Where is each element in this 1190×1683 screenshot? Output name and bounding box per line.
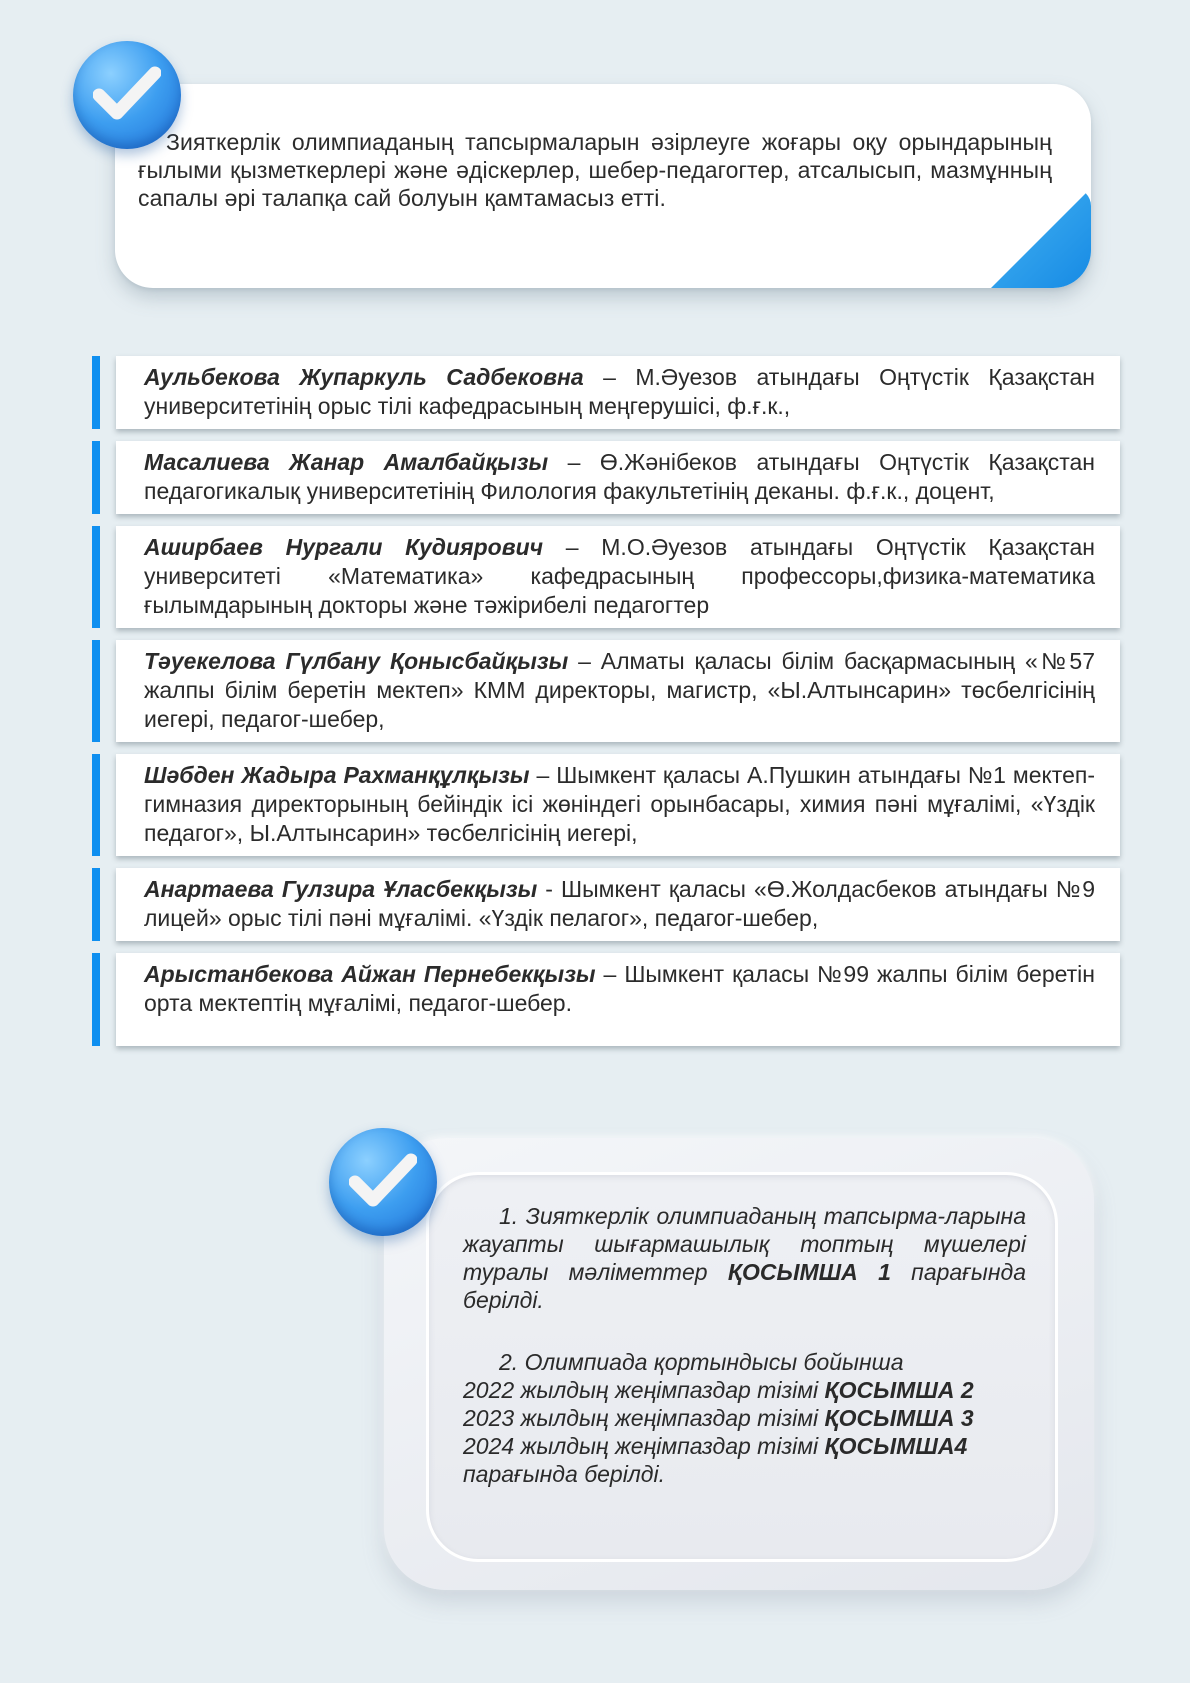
member-card [116,640,1120,742]
member-name: Тәуекелова Гүлбану Қонысбайқызы [144,648,569,674]
member-description: – Алматы қаласы білім басқармасының «№57 жалпы білім беретін мектеп» КММ директоры, магистр, «Ы.Алтынсарин» төсбелгісінің иегері, педагог-шебер, [144,648,1095,732]
note-p1-text: 1. Зияткерлік олимпиаданың тапсырма-ларына жауапты шығармашылық топтың мүшелері туралы мәліметтер [463,1203,1026,1285]
member-name: Масалиева Жанар Амалбайқызы [144,449,549,475]
check-badge-icon [73,41,181,149]
check-badge-icon [329,1128,437,1236]
member-name: Анартаева Гулзира Ұласбекқызы [144,876,538,902]
member-name: Шәбден Жадыра Рахманқұлқызы [144,762,530,788]
note-paragraph-1 [463,1202,1026,1314]
member-item [92,640,1120,742]
member-card [116,953,1120,1046]
member-item [92,356,1120,429]
member-item [92,441,1120,514]
member-item [92,868,1120,941]
member-accent-bar [92,526,100,628]
member-description: – Шымкент қаласы №99 жалпы білім беретін орта мектептің мұғалімі, педагог-шебер. [144,961,1095,1016]
member-accent-bar [92,868,100,941]
appendix-1-label: ҚОСЫМША 1 [727,1259,891,1285]
member-description: – Ө.Жәнібеков атындағы Оңтүстік Қазақстан педагогикалық университетінің Филология факультетінің деканы. ф.ғ.к., доцент, [144,449,1095,504]
appendix-label: ҚОСЫМША 2 [824,1377,974,1403]
member-item [92,754,1120,856]
member-accent-bar [92,441,100,514]
member-card [116,754,1120,856]
member-card [116,526,1120,628]
member-item [92,953,1120,1046]
member-accent-bar [92,356,100,429]
note-paragraph-2-heading: 2. Олимпиада қортындысы бойынша [499,1349,904,1375]
checkmark-icon [349,1150,417,1210]
member-card [116,441,1120,514]
winners-row-text: 2024 жылдың жеңімпаздар тізімі [463,1433,825,1459]
winners-row-text: 2022 жылдың жеңімпаздар тізімі [463,1377,825,1403]
member-accent-bar [92,953,100,1046]
intro-text: Зияткерлік олимпиаданың тапсырмаларын әзірлеуге жоғары оқу орындарының ғылыми қызметкерлері және әдіскерлер, шебер-педагогтер, атсалысып, мазмұнның сапалы әрі талапқа сай болуын қамтамасыз етті. [138,129,1052,211]
note-text [463,1202,1026,1488]
checkmark-icon [93,63,161,123]
member-card [116,356,1120,429]
member-name: Аульбекова Жупаркуль Садбековна [144,364,584,390]
member-description: – Шымкент қаласы А.Пушкин атындағы №1 мектеп-гимназия директорының бейіндік ісі жөніндегі орынбасары, химия пәні мұғалімі, «Үздік педагог», Ы.Алтынсарин» төсбелгісінің иегері, [144,762,1095,846]
member-description: – М.Әуезов атындағы Оңтүстік Қазақстан университетінің орыс тілі кафедрасының меңгерушісі, ф.ғ.к., [144,364,1095,419]
winners-row [463,1432,1026,1460]
member-card [116,868,1120,941]
member-name: Аширбаев Нургали Кудиярович [144,534,544,560]
winners-row [463,1404,1026,1432]
member-description: – М.О.Әуезов атындағы Оңтүстік Қазақстан университеті «Математика» кафедрасының профессоры,физика-математика ғылымдарының докторы және тәжірибелі педагогтер [144,534,1095,618]
appendix-label: ҚОСЫМША4 [824,1433,968,1459]
member-name: Арыстанбекова Айжан Пернебекқызы [144,961,596,987]
intro-card [115,84,1091,288]
member-description: - Шымкент қаласы «Ө.Жолдасбеков атындағы №9 лицей» орыс тілі пәні мұғалімі. «Үздік пелагог», педагог-шебер, [144,876,1095,931]
note-p1-end: парағында берілді. [463,1259,1026,1313]
member-accent-bar [92,754,100,856]
note-paragraph-2-end: парағында берілді. [463,1461,666,1487]
appendix-label: ҚОСЫМША 3 [824,1405,974,1431]
winners-row-text: 2023 жылдың жеңімпаздар тізімі [463,1405,825,1431]
member-item [92,526,1120,628]
members-list [92,356,1120,1058]
member-accent-bar [92,640,100,742]
winners-row [463,1376,1026,1404]
